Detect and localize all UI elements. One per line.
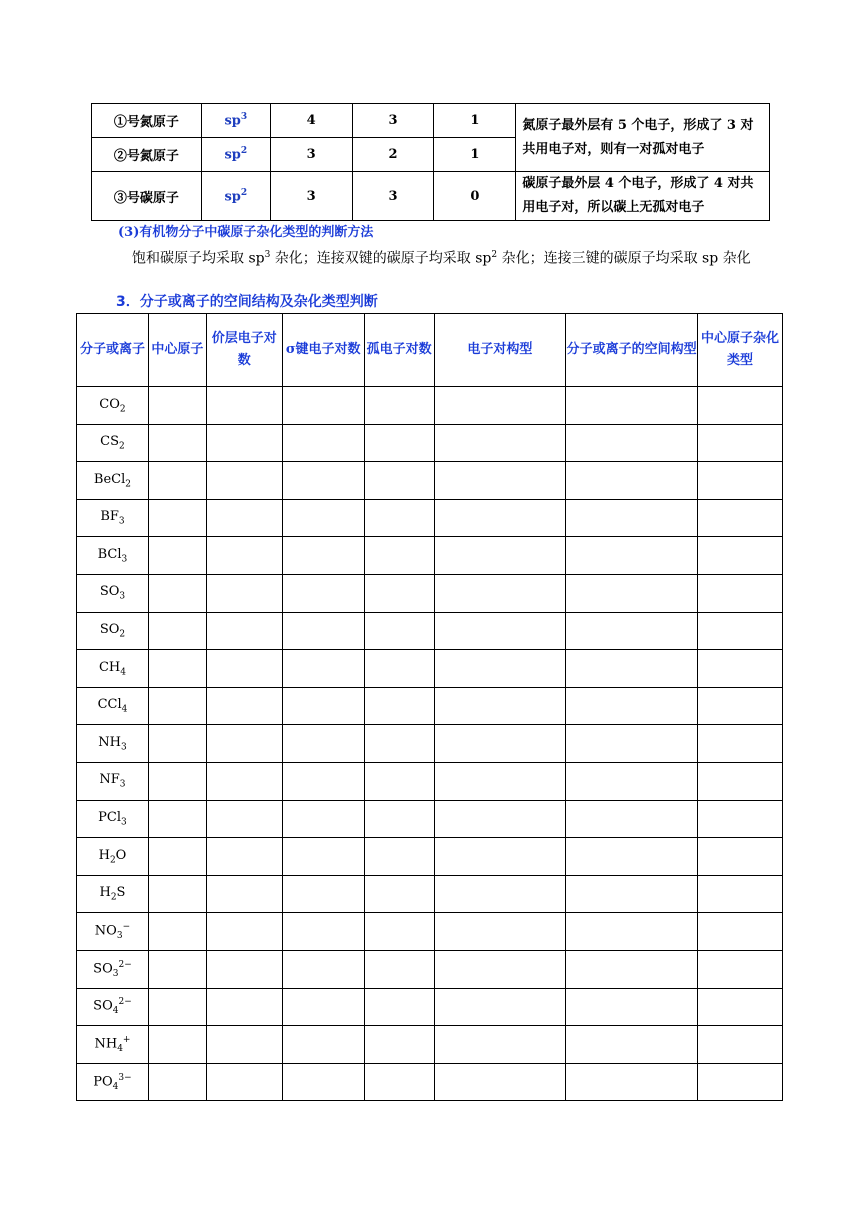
answer-cell: [566, 462, 698, 500]
answer-cell: [148, 950, 206, 988]
answer-cell: [434, 875, 566, 913]
answer-cell: [148, 762, 206, 800]
answer-cell: [434, 913, 566, 951]
answer-cell: [282, 875, 364, 913]
answer-cell: [206, 913, 282, 951]
formula-cell: $NF_3$: [77, 762, 149, 800]
answer-cell: [698, 988, 783, 1026]
answer-cell: [206, 800, 282, 838]
answer-cell: [148, 462, 206, 500]
answer-cell: [698, 462, 783, 500]
answer-cell: [364, 913, 434, 951]
table-row: [77, 950, 783, 988]
answer-cell: [364, 574, 434, 612]
answer-cell: [148, 875, 206, 913]
answer-cell: [364, 875, 434, 913]
answer-cell: [434, 687, 566, 725]
table-row: [77, 762, 783, 800]
hybrid-cell: $sp^2$: [201, 172, 270, 221]
answer-cell: [434, 1063, 566, 1101]
formula-cell: PCl$_3$: [77, 800, 149, 838]
answer-cell: [698, 387, 783, 425]
section-heading-hybridization-method: (3)有机物分子中碳原子杂化类型的判断方法: [118, 225, 374, 240]
answer-cell: [206, 424, 282, 462]
answer-cell: [148, 687, 206, 725]
table-body: [77, 387, 783, 1101]
answer-cell: [434, 574, 566, 612]
answer-cell: [434, 725, 566, 763]
answer-cell: [206, 988, 282, 1026]
formula-cell: BeCl$_2$: [77, 462, 149, 500]
answer-cell: [698, 612, 783, 650]
formula-cell: $SO_2$: [77, 612, 149, 650]
answer-cell: [206, 725, 282, 763]
answer-cell: [364, 650, 434, 688]
answer-cell: [698, 875, 783, 913]
table-row: [77, 387, 783, 425]
answer-cell: [434, 424, 566, 462]
answer-cell: [282, 650, 364, 688]
table-row: [77, 462, 783, 500]
answer-cell: [148, 499, 206, 537]
answer-cell: [282, 913, 364, 951]
table-row: [77, 1063, 783, 1101]
header-cell: 中心原子杂化类型: [698, 314, 783, 387]
table-row: [77, 838, 783, 876]
answer-cell: [698, 1063, 783, 1101]
hybridization-example-table: [91, 103, 770, 221]
answer-cell: [148, 1063, 206, 1101]
answer-cell: [148, 1026, 206, 1064]
hybrid-cell: $sp^2$: [201, 138, 270, 172]
answer-cell: [282, 988, 364, 1026]
answer-cell: [206, 875, 282, 913]
answer-cell: [566, 1063, 698, 1101]
carbon-description: 碳原子最外层 4 个电子，形成了 4 对共用电子对，所以碳上无孤对电子: [516, 172, 770, 221]
answer-cell: [434, 499, 566, 537]
answer-cell: [698, 725, 783, 763]
answer-cell: [364, 687, 434, 725]
value-cell: 3: [270, 172, 352, 221]
answer-cell: [282, 574, 364, 612]
answer-cell: [434, 387, 566, 425]
answer-cell: [566, 913, 698, 951]
atom-cell: ③号碳原子: [92, 172, 202, 221]
header-cell: 孤电子对数: [364, 314, 434, 387]
formula-cell: $SO_3$: [77, 574, 149, 612]
formula-cell: $SO_4^{2-}$: [77, 988, 149, 1026]
answer-cell: [434, 537, 566, 575]
answer-cell: [566, 725, 698, 763]
formula-cell: $H_2S$: [77, 875, 149, 913]
answer-cell: [206, 838, 282, 876]
table-row: [77, 499, 783, 537]
table-row: [77, 988, 783, 1026]
answer-cell: [148, 650, 206, 688]
answer-cell: [434, 988, 566, 1026]
answer-cell: [698, 687, 783, 725]
answer-cell: [148, 988, 206, 1026]
answer-cell: [282, 1026, 364, 1064]
answer-cell: [698, 913, 783, 951]
answer-cell: [434, 762, 566, 800]
answer-cell: [282, 612, 364, 650]
answer-cell: [364, 950, 434, 988]
answer-cell: [566, 424, 698, 462]
answer-cell: [698, 950, 783, 988]
answer-cell: [698, 424, 783, 462]
answer-cell: [206, 1063, 282, 1101]
atom-cell: ②号氮原子: [92, 138, 202, 172]
answer-cell: [566, 838, 698, 876]
answer-cell: [364, 725, 434, 763]
table-row: [77, 612, 783, 650]
answer-cell: [282, 762, 364, 800]
value-cell: 3: [352, 172, 434, 221]
answer-cell: [148, 725, 206, 763]
answer-cell: [282, 462, 364, 500]
formula-cell: CCl$_4$: [77, 687, 149, 725]
value-cell: 3: [352, 104, 434, 138]
hybridization-method-paragraph: 饱和碳原子均采取 $sp^3$ 杂化；连接双键的碳原子均采取 $sp^2$ 杂化；连接三键的碳原子均采取 sp 杂化: [132, 250, 751, 267]
answer-cell: [148, 838, 206, 876]
table-row: [92, 172, 770, 221]
value-cell: 2: [352, 138, 434, 172]
answer-cell: [566, 950, 698, 988]
formula-cell: $CO_2$: [77, 387, 149, 425]
answer-cell: [364, 800, 434, 838]
table-row: [77, 537, 783, 575]
value-cell: 3: [270, 138, 352, 172]
answer-cell: [566, 800, 698, 838]
answer-cell: [206, 762, 282, 800]
answer-cell: [206, 650, 282, 688]
answer-cell: [206, 574, 282, 612]
header-cell: 价层电子对数: [206, 314, 282, 387]
answer-cell: [282, 950, 364, 988]
answer-cell: [364, 838, 434, 876]
answer-cell: [364, 612, 434, 650]
formula-cell: $NH_3$: [77, 725, 149, 763]
table-row: [92, 104, 770, 138]
hybrid-cell: $sp^3$: [201, 104, 270, 138]
answer-cell: [698, 574, 783, 612]
formula-cell: $NH_4^+$: [77, 1026, 149, 1064]
formula-cell: $PO_4^{3-}$: [77, 1063, 149, 1101]
answer-cell: [566, 574, 698, 612]
formula-cell: $BF_3$: [77, 499, 149, 537]
answer-cell: [698, 537, 783, 575]
answer-cell: [206, 537, 282, 575]
answer-cell: [566, 687, 698, 725]
answer-cell: [206, 387, 282, 425]
value-cell: 4: [270, 104, 352, 138]
answer-cell: [282, 838, 364, 876]
answer-cell: [566, 537, 698, 575]
answer-cell: [206, 1026, 282, 1064]
header-cell: σ键电子对数: [282, 314, 364, 387]
value-cell: 1: [434, 138, 516, 172]
answer-cell: [282, 1063, 364, 1101]
answer-cell: [282, 537, 364, 575]
table-row: [77, 1026, 783, 1064]
answer-cell: [434, 838, 566, 876]
answer-cell: [148, 574, 206, 612]
formula-cell: BCl$_3$: [77, 537, 149, 575]
value-cell: 0: [434, 172, 516, 221]
table-row: [77, 725, 783, 763]
answer-cell: [364, 387, 434, 425]
answer-cell: [206, 687, 282, 725]
header-cell: 电子对构型: [434, 314, 566, 387]
spatial-structure-table: [76, 313, 783, 1101]
answer-cell: [282, 387, 364, 425]
atom-cell: ①号氮原子: [92, 104, 202, 138]
answer-cell: [698, 650, 783, 688]
answer-cell: [206, 499, 282, 537]
answer-cell: [364, 1063, 434, 1101]
answer-cell: [148, 612, 206, 650]
header-cell: 分子或离子: [77, 314, 149, 387]
answer-cell: [434, 950, 566, 988]
answer-cell: [698, 800, 783, 838]
answer-cell: [434, 1026, 566, 1064]
answer-cell: [434, 800, 566, 838]
answer-cell: [566, 499, 698, 537]
table-row: [77, 574, 783, 612]
answer-cell: [148, 387, 206, 425]
answer-cell: [282, 499, 364, 537]
table-row: [77, 687, 783, 725]
answer-cell: [282, 800, 364, 838]
header-row: [77, 314, 783, 387]
formula-cell: $CS_2$: [77, 424, 149, 462]
answer-cell: [566, 1026, 698, 1064]
table-row: [77, 875, 783, 913]
answer-cell: [364, 537, 434, 575]
formula-cell: $H_2O$: [77, 838, 149, 876]
table-row: [77, 800, 783, 838]
answer-cell: [566, 612, 698, 650]
value-cell: 1: [434, 104, 516, 138]
answer-cell: [566, 988, 698, 1026]
formula-cell: $SO_3^{2-}$: [77, 950, 149, 988]
answer-cell: [282, 725, 364, 763]
answer-cell: [364, 499, 434, 537]
answer-cell: [364, 988, 434, 1026]
answer-cell: [698, 1026, 783, 1064]
answer-cell: [698, 762, 783, 800]
answer-cell: [566, 762, 698, 800]
answer-cell: [698, 499, 783, 537]
answer-cell: [148, 537, 206, 575]
table-row: [77, 650, 783, 688]
header-cell: 中心原子: [148, 314, 206, 387]
formula-cell: $NO_3^-$: [77, 913, 149, 951]
section-heading-spatial-structure: 3．分子或离子的空间结构及杂化类型判断: [116, 294, 378, 310]
answer-cell: [148, 800, 206, 838]
answer-cell: [148, 424, 206, 462]
answer-cell: [206, 462, 282, 500]
table-row: [77, 913, 783, 951]
answer-cell: [282, 424, 364, 462]
answer-cell: [282, 687, 364, 725]
answer-cell: [206, 612, 282, 650]
header-cell: 分子或离子的空间构型: [566, 314, 698, 387]
answer-cell: [434, 650, 566, 688]
answer-cell: [566, 650, 698, 688]
answer-cell: [364, 762, 434, 800]
answer-cell: [364, 424, 434, 462]
answer-cell: [566, 875, 698, 913]
answer-cell: [206, 950, 282, 988]
answer-cell: [364, 1026, 434, 1064]
answer-cell: [698, 838, 783, 876]
answer-cell: [364, 462, 434, 500]
nitrogen-description: 氮原子最外层有 5 个电子，形成了 3 对共用电子对，则有一对孤对电子: [516, 104, 770, 172]
answer-cell: [434, 462, 566, 500]
answer-cell: [148, 913, 206, 951]
answer-cell: [434, 612, 566, 650]
table-row: [77, 424, 783, 462]
answer-cell: [566, 387, 698, 425]
formula-cell: $CH_4$: [77, 650, 149, 688]
